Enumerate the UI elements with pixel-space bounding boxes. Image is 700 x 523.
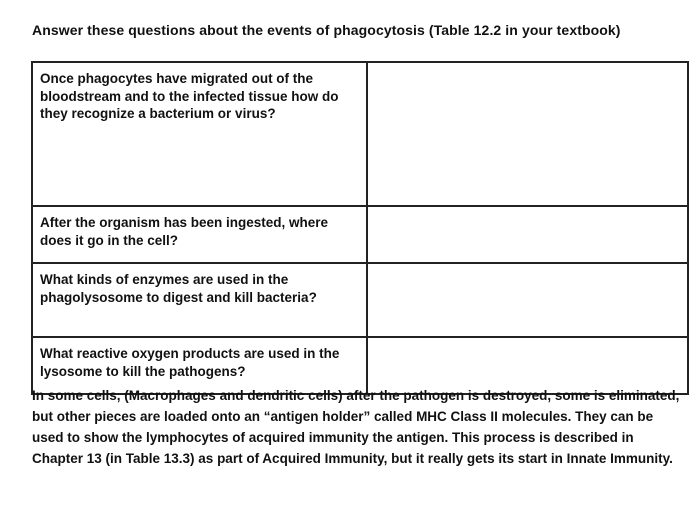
question-cell: What reactive oxygen products are used in the lysosome to kill the pathogens? <box>32 337 367 394</box>
page-heading: Answer these questions about the events of phagocytosis (Table 12.2 in your textbook) <box>32 22 621 38</box>
question-table <box>31 61 689 395</box>
answer-cell[interactable] <box>367 206 688 263</box>
answer-cell[interactable] <box>367 263 688 337</box>
answer-cell[interactable] <box>367 62 688 206</box>
table-row <box>32 206 688 263</box>
table-row <box>32 263 688 337</box>
table-row <box>32 62 688 206</box>
explanation-paragraph: In some cells, (Macrophages and dendritic cells) after the pathogen is destroyed, some is eliminated, but other pieces are loaded onto an “antigen holder” called MHC Class II molecules. They can be used to show the lymphocytes of acquired immunity the antigen. This process is described in Chapter 13 (in Table 13.3) as part of Acquired Immunity, but it really gets its start in Innate Immunity. <box>32 388 680 466</box>
question-cell: Once phagocytes have migrated out of the bloodstream and to the infected tissue how do they recognize a bacterium or virus? <box>32 62 367 206</box>
question-cell: After the organism has been ingested, where does it go in the cell? <box>32 206 367 263</box>
question-cell: What kinds of enzymes are used in the phagolysosome to digest and kill bacteria? <box>32 263 367 337</box>
